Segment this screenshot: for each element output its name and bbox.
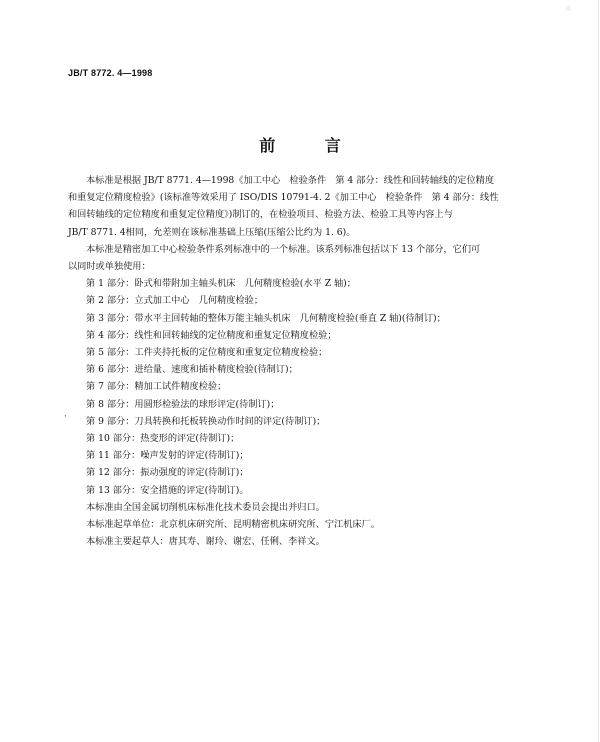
part-item: 第 9 部分：刀具转换和托板转换动作时间的评定(待制订)； bbox=[86, 415, 326, 427]
corner-scan-mark: ▫ bbox=[566, 4, 571, 12]
part-item: 第 2 部分：立式加工中心 几何精度检验； bbox=[86, 295, 264, 307]
series-paragraph bbox=[68, 241, 552, 275]
series-line: 以同时或单独使用： bbox=[68, 261, 151, 273]
standard-code: JB/T 8772. 4—1998 bbox=[68, 68, 153, 78]
scan-edge-line bbox=[598, 0, 599, 742]
intro-line: JB/T 8771. 4相同，允差则在该标准基础上压缩(压缩公比约为 1. 6)。 bbox=[68, 226, 356, 238]
intro-line: 和重复定位精度检验》(该标准等效采用了 ISO/DIS 10791-4. 2《加工中心 检验条件 第 4 部分：线性 bbox=[68, 192, 499, 204]
part-item: 第 7 部分：精加工试件精度检验； bbox=[86, 381, 227, 393]
closing-line: 本标准由全国金属切削机床标准化技术委员会提出并归口。 bbox=[86, 501, 325, 513]
series-line: 本标准是精密加工中心检验条件系列标准中的一个标准。该系列标准包括以下 13 个部分，它们可 bbox=[86, 243, 481, 255]
part-item: 第 6 部分：进给量、速度和插补精度检验(待制订)； bbox=[86, 364, 298, 376]
part-item: 第 3 部分：带水平主回转轴的整体万能主轴头机床 几何精度检验(垂直 Z 轴)(待制订)； bbox=[86, 312, 446, 324]
part-item: 第 8 部分：用圆形检验法的球形评定(待制订)； bbox=[86, 398, 280, 410]
intro-paragraph bbox=[68, 172, 552, 241]
part-item: 第 11 部分：噪声发射的评定(待制订)； bbox=[86, 450, 249, 462]
part-item: 第 12 部分：振动强度的评定(待制订)； bbox=[86, 467, 249, 479]
stray-dot-mark: · bbox=[64, 412, 67, 422]
intro-line: 本标准是根据 JB/T 8771. 4—1998《加工中心 检验条件 第 4 部分：线性和回转轴线的定位精度 bbox=[86, 175, 495, 186]
part-item: 第 5 部分：工件夹持托板的定位精度和重复定位精度检验； bbox=[86, 347, 328, 359]
foreword-body bbox=[68, 172, 552, 550]
page-title: 前 言 bbox=[259, 136, 363, 155]
closing-list bbox=[68, 499, 552, 551]
parts-list bbox=[68, 275, 552, 499]
part-item: 第 13 部分：安全措施的评定(待制订)。 bbox=[86, 484, 249, 496]
part-item: 第 4 部分：线性和回转轴线的定位精度和重复定位精度检验； bbox=[86, 329, 337, 341]
closing-line: 本标准主要起草人：唐其寿、谢玲、谢宏、任俐、李祥文。 bbox=[86, 536, 325, 548]
part-item: 第 10 部分：热变形的评定(待制订)； bbox=[86, 433, 240, 445]
closing-line: 本标准起草单位：北京机床研究所、昆明精密机床研究所、宁江机床厂。 bbox=[86, 519, 380, 531]
intro-line: 和回转轴线的定位精度和重复定位精度》)制订的，在检验项目、检验方法、检验工具等内容上与 bbox=[68, 209, 453, 221]
part-item: 第 1 部分：卧式和带附加主轴头机床 几何精度检验(水平 Z 轴)； bbox=[86, 278, 356, 290]
